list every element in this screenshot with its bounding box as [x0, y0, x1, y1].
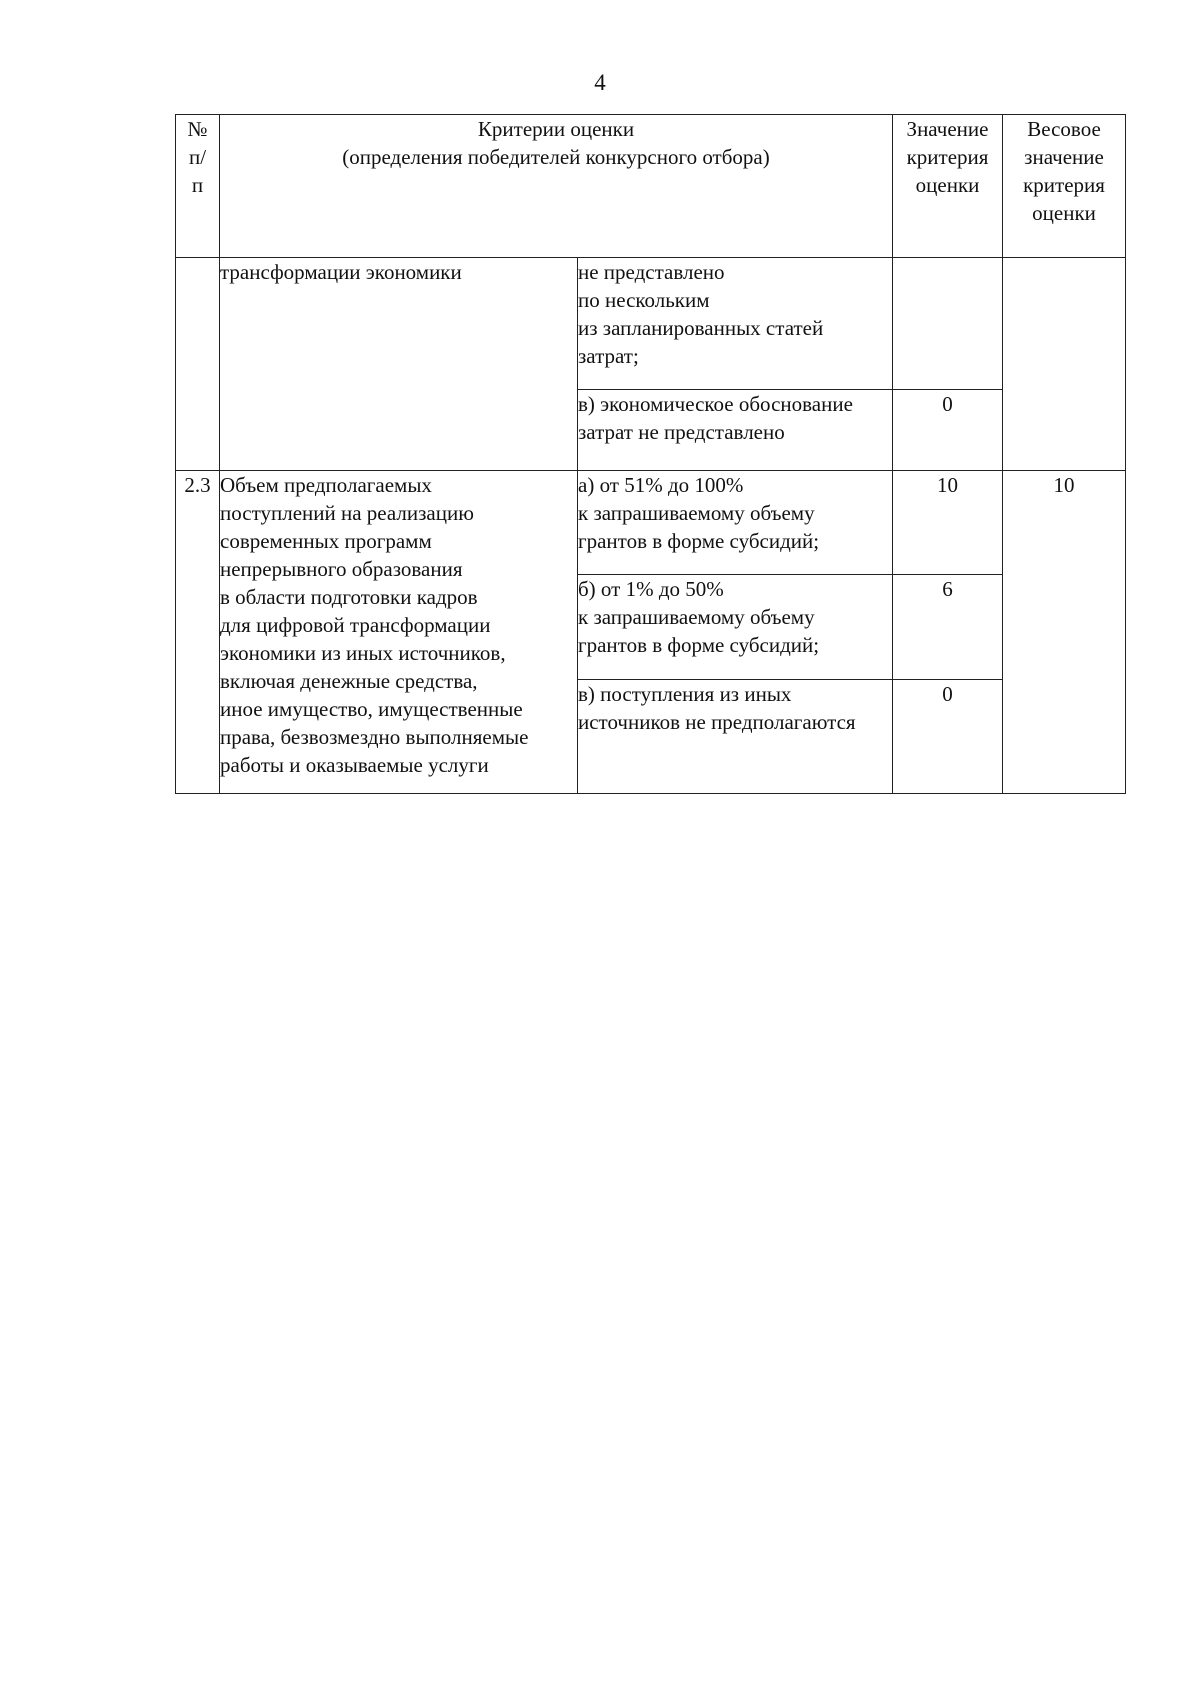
weight-cell	[1003, 258, 1126, 471]
header-num-line: №	[187, 117, 208, 141]
criterion-line: Объем предполагаемых	[220, 473, 432, 497]
option-line: затрат;	[578, 344, 639, 368]
header-value-line: оценки	[915, 173, 980, 197]
option-line: не представлено	[578, 260, 725, 284]
table-row	[176, 471, 1126, 575]
page-number: 4	[594, 70, 606, 95]
criterion-line: включая денежные средства,	[220, 669, 478, 693]
header-criteria-cell	[220, 115, 893, 258]
header-criteria-line: (определения победителей конкурсного отбора)	[342, 145, 770, 169]
option-line: источников не предполагаются	[578, 710, 856, 734]
header-value-line: Значение	[906, 117, 989, 141]
option-value-cell: 10	[893, 471, 1003, 575]
option-line: по нескольким	[578, 288, 710, 312]
option-line: затрат не представлено	[578, 420, 785, 444]
header-num-line: п	[191, 173, 204, 197]
criterion-line: непрерывного образования	[220, 557, 463, 581]
header-weight-line: критерия	[1023, 173, 1105, 197]
option-value-cell: 0	[893, 680, 1003, 794]
option-line: к запрашиваемому объему	[578, 605, 815, 629]
option-cell	[578, 680, 893, 794]
option-cell	[578, 390, 893, 471]
option-line: грантов в форме субсидий;	[578, 633, 820, 657]
header-value-line: критерия	[906, 145, 989, 169]
header-row	[176, 115, 1126, 258]
option-line: б) от 1% до 50%	[578, 577, 724, 601]
criterion-line: современных программ	[220, 529, 432, 553]
option-cell	[578, 575, 893, 680]
option-line: грантов в форме субсидий;	[578, 529, 820, 553]
header-weight-line: оценки	[1032, 201, 1096, 225]
option-value-cell: 0	[893, 390, 1003, 471]
criterion-line: в области подготовки кадров	[220, 585, 478, 609]
option-line: в) поступления из иных	[578, 682, 792, 706]
option-value-cell: 6	[893, 575, 1003, 680]
option-line: в) экономическое обоснование	[578, 392, 853, 416]
row-num-cell	[176, 258, 220, 471]
criterion-line: экономики из иных источников,	[220, 641, 506, 665]
criterion-line: работы и оказываемые услуги	[220, 753, 489, 777]
option-value-cell	[893, 258, 1003, 390]
criterion-line: для цифровой трансформации	[220, 613, 491, 637]
criterion-cell	[220, 471, 578, 794]
criterion-line: иное имущество, имущественные	[220, 697, 523, 721]
header-num-cell	[176, 115, 220, 258]
option-line: из запланированных статей	[578, 316, 824, 340]
criterion-line: трансформации экономики	[220, 260, 462, 284]
option-line: а) от 51% до 100%	[578, 473, 744, 497]
header-value-cell	[893, 115, 1003, 258]
criterion-line: поступлений на реализацию	[220, 501, 474, 525]
option-cell	[578, 471, 893, 575]
header-weight-line: значение	[1024, 145, 1104, 169]
header-weight-cell	[1003, 115, 1126, 258]
weight-cell: 10	[1003, 471, 1126, 794]
table-row	[176, 258, 1126, 390]
header-weight-line: Весовое	[1027, 117, 1101, 141]
criteria-table	[175, 114, 1126, 794]
criterion-line: права, безвозмездно выполняемые	[220, 725, 529, 749]
header-num-line: п/	[188, 145, 207, 169]
criterion-cell	[220, 258, 578, 471]
header-criteria-line: Критерии оценки	[477, 117, 635, 141]
option-cell	[578, 258, 893, 390]
row-num-cell: 2.3	[176, 471, 220, 794]
option-line: к запрашиваемому объему	[578, 501, 815, 525]
